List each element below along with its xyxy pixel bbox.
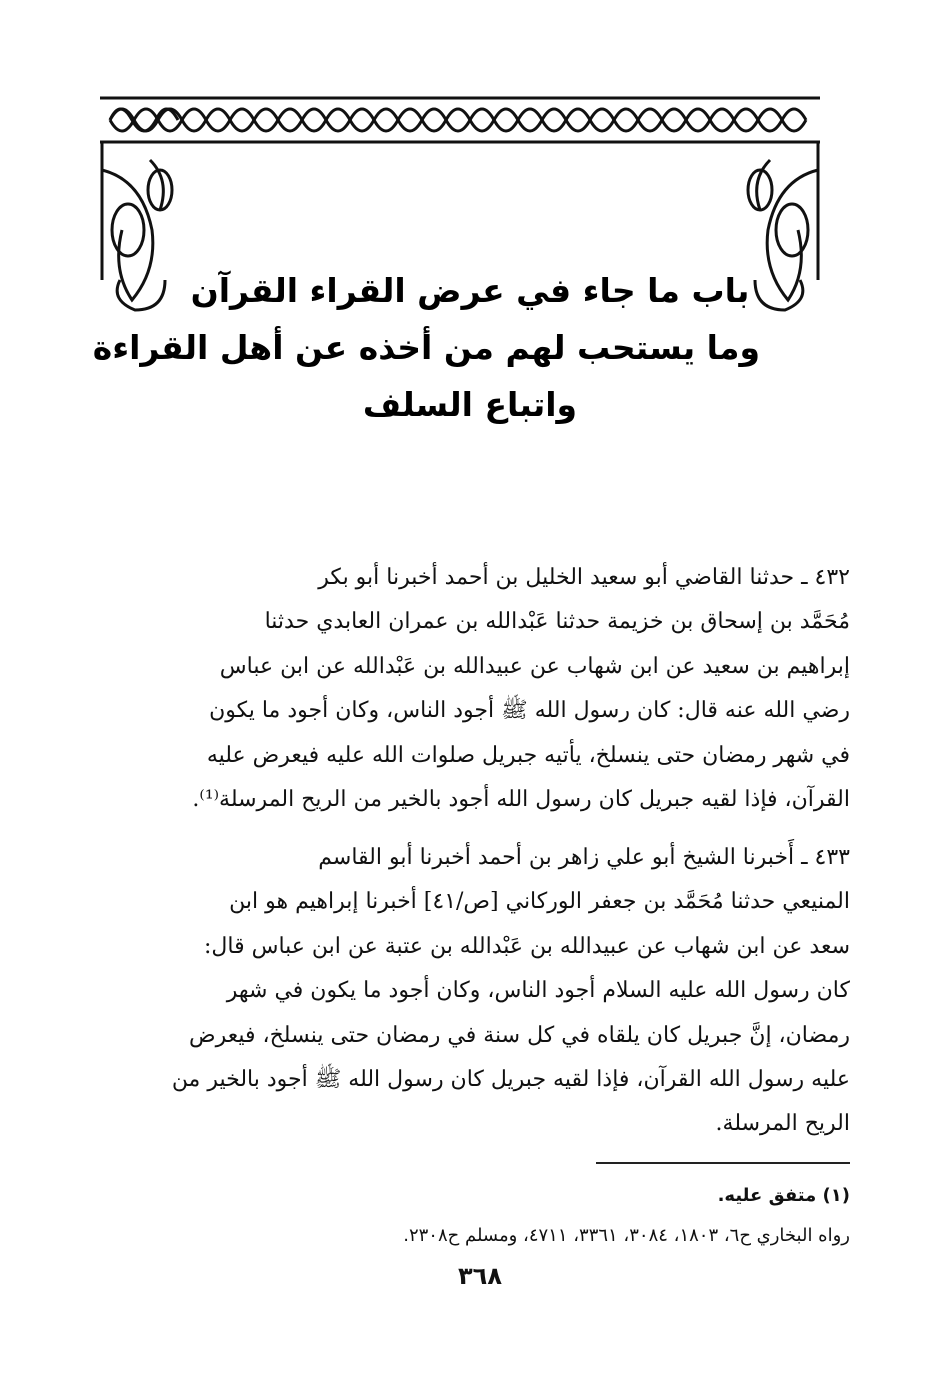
page-number: ٣٦٨ (458, 1262, 502, 1290)
footnote (200, 1176, 850, 1256)
footnote-heading: (١) متفق عليه. (717, 1185, 850, 1206)
hadith-432-paragraph (95, 556, 850, 822)
footnote-text: رواه البخاري ح٦، ١٨٠٣، ٣٠٨٤، ٣٣٦١، ٤٧١١، ومسلم ح٢٣٠٨. (403, 1225, 850, 1246)
text-line: ٤٣٢ ـ حدثنا القاضي أبو سعيد الخليل بن أحمد أخبرنا أبو بكر (318, 565, 850, 590)
text-line: الريح المرسلة. (715, 1111, 850, 1137)
text-line: رمضان، إنَّ جبريل كان يلقاه في كل سنة في رمضان حتى ينسلخ، فيعرض (189, 1022, 850, 1048)
hadith-433-paragraph (95, 836, 850, 1147)
text-line: مُحَمَّد بن إسحاق بن خزيمة حدثنا عَبْدالله بن عمران العابدي حدثنا (264, 609, 850, 635)
text-line: سعد عن ابن شهاب عن عبيدالله بن عَبْدالله بن عتبة عن ابن عباس قال: (203, 933, 850, 959)
text-line: إبراهيم بن سعيد عن ابن شهاب عن عبيدالله بن عَبْدالله عن ابن عباس (219, 653, 850, 679)
chapter-title (92, 262, 760, 433)
text-line: في شهر رمضان حتى ينسلخ، يأتيه جبريل صلوات الله عليه فيعرض عليه (206, 742, 850, 768)
text-line: القرآن، فإذا لقيه جبريل كان رسول الله أجود بالخير من الريح المرسلة⁽¹⁾. (192, 787, 850, 813)
chapter-title-line: واتباع السلف (362, 385, 578, 424)
text-line: ٤٣٣ ـ أَخبرنا الشيخ أبو علي زاهر بن أحمد أخبرنا أبو القاسم (318, 845, 850, 870)
text-line: رضي الله عنه قال: كان رسول الله ﷺ أجود الناس، وكان أجود ما يكون (209, 698, 850, 724)
footnote-divider (596, 1162, 850, 1164)
chapter-title-line: باب ما جاء في عرض القراء القرآن (190, 271, 750, 310)
chapter-title-line: وما يستحب لهم من أخذه عن أهل القراءة (92, 328, 760, 367)
text-line: كان رسول الله عليه السلام أجود الناس، وكان أجود ما يكون في شهر (226, 978, 850, 1004)
text-line: المنيعي حدثنا مُحَمَّد بن جعفر الوركاني [ص/٤١] أخبرنا إبراهيم هو ابن (229, 889, 850, 915)
text-line: عليه رسول الله القرآن، فإذا لقيه جبريل كان رسول الله ﷺ أجود بالخير من (171, 1067, 850, 1093)
